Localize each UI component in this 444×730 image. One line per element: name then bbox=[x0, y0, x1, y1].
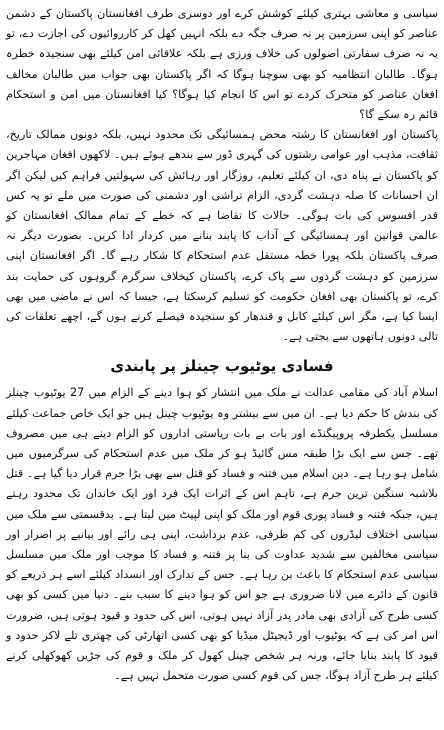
article-paragraph-2: پاکستان اور افغانستان کا رشتہ محض ہمسائیگی تک محدود نہیں، بلکہ دونوں ممالک تاریخ، ثقافت، مذہب اور عوامی رشتوں کی گہری ڈور سے بندھے ہوئے ہیں۔ لاکھوں افغان مہاجرین کو پاکستان نے پناہ دی، ان کیلئے تعلیم، روزگار اور رہائش کی سہولتیں فراہم کیں لیکن اگر ان احسانات کا صلہ دہشت گردی، الزام تراشی اور دشمنی کی صورت میں ملے تو یہ کس قدر افسوس کی بات ہوگی۔ حالات کا تقاضا ہے کہ خطے کے تمام ممالک افغانستان کو عالمی قوانین اور ہمسائیگی کے آداب کا پابند بنانے میں کردار ادا کریں۔ بصورت دیگر نہ صرف پاکستان بلکہ پورا خطہ مستقل عدم استحکام کا شکار رہے گا۔ اگر افغانستان اپنی سرزمین کو دہشت گردوں سے پاک کرے، پاکستان کیخلاف سرگرم گروہوں کی حمایت بند کرے، تو پاکستان بھی افغان حکومت کو تسلیم کرسکتا ہے، جیسا کہ اس نے ماضی میں بھی ایسا کیا ہے، مگر اس کیلئے کابل و قندھار کو سنجیدہ فیصلے کرنے ہوں گے، اچھے تعلقات کی تالی دونوں ہاتھوں سے بجتی ہے۔ bbox=[6, 128, 438, 344]
section-heading: فسادی یوٹیوب چینلز پر پابندی bbox=[110, 357, 334, 376]
article-paragraph-3: اسلام آباد کی مقامی عدالت نے ملک میں انتشار کو ہوا دینے کے الزام میں 27 یوٹیوب چینلز کی بندش کا حکم دیا ہے۔ ان میں سے بیشتر وہ یوٹیوب چینل ہیں جو ایک خاص جماعت کیلئے مسلسل یکطرفہ پروپیگنڈے اور بات بے بات ریاستی اداروں کو الزام دینے ہی میں مصروف تھے۔ جس سے ایک بڑا طبقہ مس گائیڈ ہو کر ملک میں عدم استحکام کی سرگرمیوں میں شامل ہو رہا ہے۔ دین اسلام میں فتنہ و فساد کو قتل سے بھی بڑا جرم قرار دیا گیا ہے۔ قتل بلاشبہ سنگین ترین جرم ہے، تاہم اس کے اثرات ایک فرد اور ایک خاندان تک محدود رہتے ہیں، جبکہ فتنہ و فساد پوری قوم اور ملک کو اپنی لپیٹ میں لیتا ہے۔ بدقسمتی سے ملک میں سیاسی اختلاف لیڈروں کی کم ظرفی، عدم برداشت، اپنی ہی رائے اور بیانیے پر اصرار اور سیاسی مخالفین سے شدید عداوت کی بنا پر فتنہ و فساد کا موجب اور ملک میں مسلسل سیاسی عدم استحکام کا باعث بن رہا ہے۔ جس کے تدارک اور انسداد کیلئے اسے ہر ذریعے کو قانون کے دائرے میں لانا ضروری ہے جو اس کو ہوا دینے کا سبب بنے۔ دنیا میں کسی کو بھی کسی طرح کی آزادی بھی مادر پدر آزاد نہیں ہوتی، اس کی حدود و قیود ہوتی ہیں، ضرورت اس امر کی ہے کہ یوٹیوب اور ڈیجیٹل میڈیا کو بھی کسی اتھارٹی کی چھتری تلے لاکر حدود و قیود کا پابند بنایا جائے، ورنہ ہر شخص چینل کھول کر ملک و قوم کی جڑیں کھوکھلی کرنے کیلئے ہر طرح آزاد ہوگا، جس کی قوم کسی صورت متحمل نہیں ہے۔ bbox=[6, 386, 438, 683]
article-paragraph-1: سیاسی و معاشی بہتری کیلئے کوشش کرے اور دوسری طرف افغانستان پاکستان کے دشمن عناصر کو اپنی سرزمین پر نہ صرف جگہ دے بلکہ انہیں کھل کر کارروائیوں کی اجازت دے، تو یہ نہ صرف سفارتی اصولوں کی خلاف ورزی ہے بلکہ علاقائی امن کیلئے بھی سنجیدہ خطرہ ہوگا۔ طالبان انتظامیہ کو بھی سوچنا ہوگا کہ اگر پاکستان بھی جواب میں طالبان مخالف افغان عناصر کو متحرک کردے تو اس کا انجام کیا ہوگا؟ کیا افغانستان میں امن و استحکام قائم رہ سکے گا؟ bbox=[6, 7, 438, 122]
